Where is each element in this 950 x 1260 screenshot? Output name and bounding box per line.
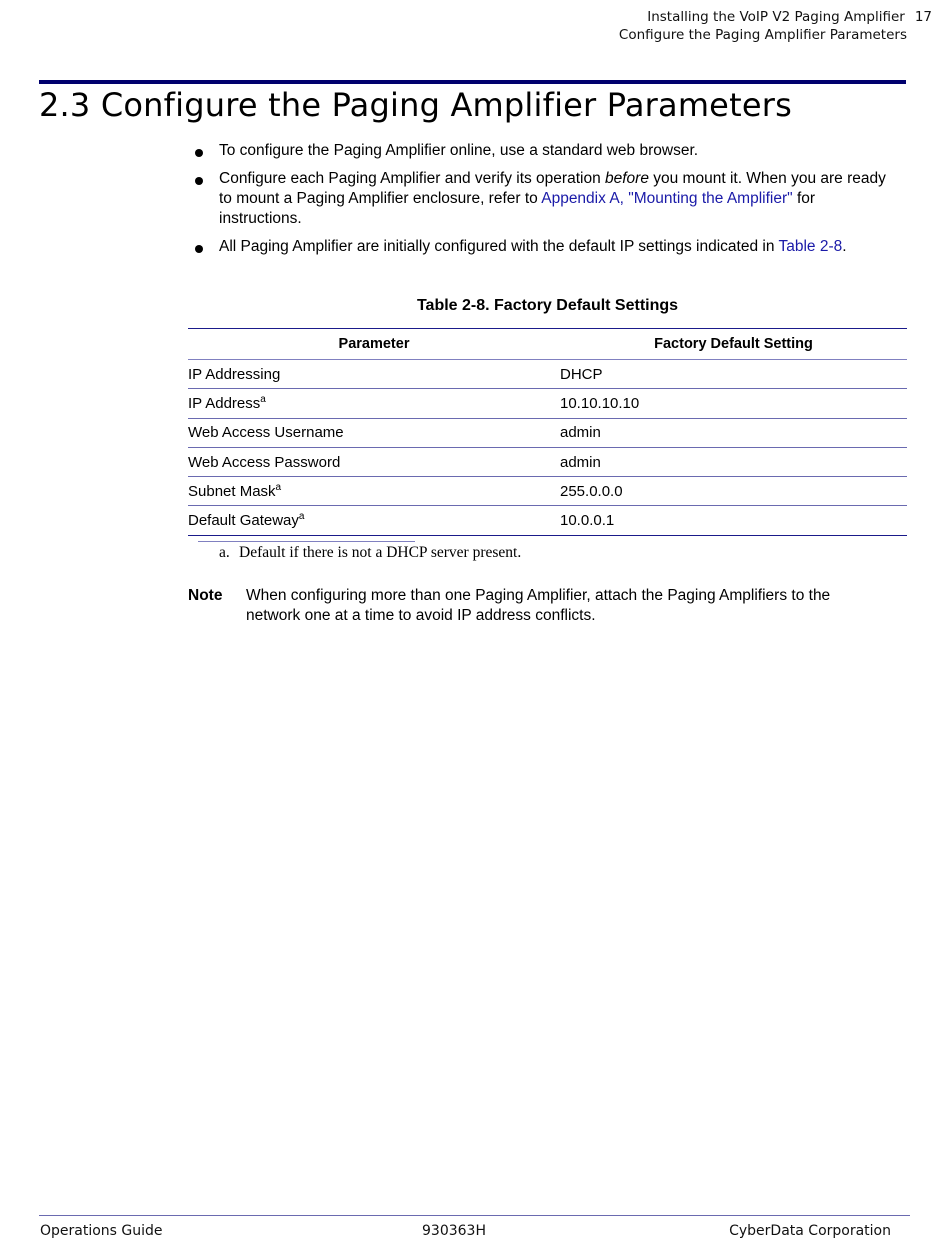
section-title: Configure the Paging Amplifier Parameters <box>618 26 907 43</box>
emphasis-text: before <box>605 170 649 187</box>
factory-defaults-table <box>188 328 907 536</box>
table-header-row <box>188 329 907 360</box>
appendix-a-link[interactable]: Appendix A, "Mounting the Amplifier" <box>541 190 793 207</box>
title-rule <box>39 80 906 84</box>
footnote-rule <box>198 541 415 542</box>
running-header <box>619 9 932 44</box>
chapter-title: Installing the VoIP V2 Paging Amplifier <box>647 9 905 25</box>
column-header-default: Factory Default Setting <box>560 329 907 360</box>
value-cell: 10.0.0.1 <box>560 506 907 535</box>
table-caption: Table 2-8. Factory Default Settings <box>416 297 679 314</box>
bullet-text: All Paging Amplifier are initially configured with the default IP settings indicated in <box>219 238 779 255</box>
parameter-cell: Default Gateway$^a$ <box>188 506 560 535</box>
footer-doc-number: 930363H <box>422 1223 486 1239</box>
footnote-ref: a <box>260 393 266 405</box>
footnote-mark: a. <box>219 544 230 561</box>
footer-rule <box>39 1215 910 1216</box>
table-row <box>188 360 907 389</box>
table-row <box>188 418 907 447</box>
note-block <box>188 586 888 626</box>
table-row <box>188 447 907 476</box>
parameter-cell: Web Access Password <box>188 447 560 476</box>
bullet-icon <box>195 177 203 185</box>
table-row <box>188 506 907 535</box>
value-cell: 10.10.10.10 <box>560 389 907 418</box>
bullet-icon <box>195 245 203 253</box>
bullet-text: To configure the Paging Amplifier online, use a standard web browser. <box>219 142 699 159</box>
parameter-cell: IP Addressing <box>188 360 560 389</box>
parameter-cell: Subnet Mask$^a$ <box>188 477 560 506</box>
table-2-8-link[interactable]: Table 2-8 <box>778 238 843 255</box>
footer-doc-title: Operations Guide <box>40 1223 163 1239</box>
bullet-item <box>188 141 888 161</box>
parameter-cell: IP Address$^a$ <box>188 389 560 418</box>
parameter-cell: Web Access Username <box>188 418 560 447</box>
column-header-parameter: Parameter <box>188 329 560 360</box>
bullet-text: . <box>842 238 847 255</box>
value-cell: admin <box>560 447 907 476</box>
page-title: 2.3 Configure the Paging Amplifier Parameters <box>39 86 792 124</box>
bullet-icon <box>195 149 203 157</box>
footnote-text: Default if there is not a DHCP server present. <box>239 544 522 561</box>
footnote-ref: a <box>275 481 282 493</box>
note-text: When configuring more than one Paging Amplifier, attach the Paging Amplifiers to the network one at a time to avoid IP address conflicts. <box>246 587 831 624</box>
note-label: Note <box>188 587 223 604</box>
bullet-item <box>188 237 888 257</box>
table-row <box>188 477 907 506</box>
value-cell: DHCP <box>560 360 907 389</box>
value-cell: 255.0.0.0 <box>560 477 907 506</box>
value-cell: admin <box>560 418 907 447</box>
bullet-text: you mount it. When you are ready to mount a Paging Amplifier enclosure, refer to <box>219 170 886 207</box>
table-row <box>188 389 907 418</box>
bullet-text: for instructions. <box>219 190 816 227</box>
running-header-line1 <box>619 9 932 27</box>
bullet-list <box>188 141 888 265</box>
page-number: 17 <box>914 9 932 25</box>
table-footnote <box>219 544 521 562</box>
footnote-ref: a <box>298 511 305 523</box>
bullet-item <box>188 169 888 229</box>
bullet-text: Configure each Paging Amplifier and verify its operation <box>219 170 605 187</box>
footer-company: CyberData Corporation <box>729 1223 891 1239</box>
